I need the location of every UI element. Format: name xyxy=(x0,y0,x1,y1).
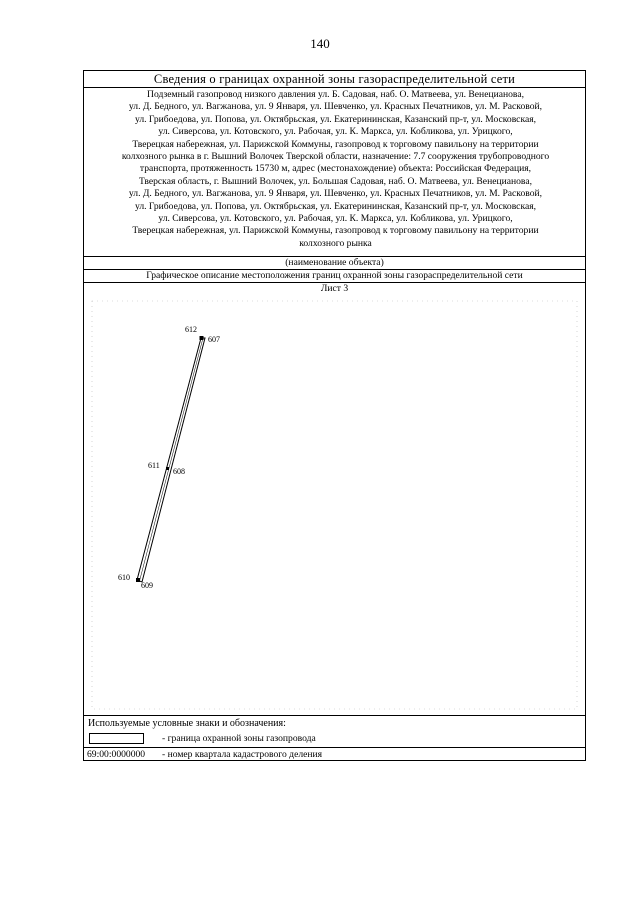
graphic-description-title: Графическое описание местоположения границ охранной зоны газораспределительной сети xyxy=(84,270,585,283)
boundary-point-marker xyxy=(136,578,140,582)
boundary-map xyxy=(84,295,585,716)
description-line: Тверская область, г. Вышний Волочек, ул. Большая Садовая, наб. О. Матвеева, ул. Венецианова, xyxy=(139,175,532,187)
description-line: Подземный газопровод низкого давления ул. Б. Садовая, наб. О. Матвеева, ул. Венецианова, xyxy=(147,89,524,100)
legend-boundary-row xyxy=(84,731,585,747)
cadastral-code: 69:00:0000000 xyxy=(87,749,146,760)
object-name-caption: (наименование объекта) xyxy=(84,256,585,270)
description-line: колхозного рынка xyxy=(299,237,372,249)
legend-cadastral-text: - номер квартала кадастрового деления xyxy=(162,749,323,760)
point-label-609: 609 xyxy=(141,581,153,590)
description-line: ул. Грибоедова, ул. Попова, ул. Октябрьская, ул. Екатерининская, Казанский пр-т, ул. Московская, xyxy=(134,113,537,125)
document-frame xyxy=(83,70,586,761)
page-number: 140 xyxy=(310,36,330,51)
description-line: ул. Грибоедова, ул. Попова, ул. Октябрьская, ул. Екатерининская, Казанский пр-т, ул. Московская, xyxy=(134,200,537,212)
description-line: ул. Д. Бедного, ул. Вагжанова, ул. 9 Января, ул. Шевченко, ул. Красных Печатников, ул. М. Расковой, xyxy=(128,101,543,113)
boundary-point-marker xyxy=(200,336,204,340)
point-label-611: 611 xyxy=(148,461,160,470)
legend-cadastral-row xyxy=(84,747,585,762)
boundary-map-drawing xyxy=(84,295,585,715)
legend-heading: Используемые условные знаки и обозначения: xyxy=(88,718,286,729)
point-label-607: 607 xyxy=(208,335,220,344)
boundary-point-marker xyxy=(166,467,169,470)
sheet-label: Лист 3 xyxy=(320,283,349,294)
description-line: колхозного рынка в г. Вышний Волочек Тверской области, назначение: 7.7 сооружения трубопроводного xyxy=(121,151,550,163)
point-label-610: 610 xyxy=(118,573,130,582)
point-label-608: 608 xyxy=(173,467,185,476)
document-title: Сведения о границах охранной зоны газораспределительной сети xyxy=(84,71,585,88)
description-line: ул. Сиверсова, ул. Котовского, ул. Рабочая, ул. К. Маркса, ул. Кобликова, ул. Урицкого, xyxy=(158,213,513,225)
description-line: ул. Сиверсова, ул. Котовского, ул. Рабочая, ул. К. Маркса, ул. Кобликова, ул. Урицкого, xyxy=(158,126,513,138)
description-line: Тверецкая набережная, ул. Парижской Коммуны, газопровод к торговому павильону на территории xyxy=(132,138,539,150)
map-inner-frame xyxy=(92,301,577,709)
pipeline-axis xyxy=(140,338,204,581)
description-line: ул. Д. Бедного, ул. Вагжанова, ул. 9 Января, ул. Шевченко, ул. Красных Печатников, ул. М. Расковой, xyxy=(128,188,543,200)
description-line: транспорта, протяженность 15730 м, адрес (местонахождение) объекта: Российская Федерация, xyxy=(139,163,532,175)
description-line: Тверецкая набережная, ул. Парижской Коммуны, газопровод к торговому павильону на территории xyxy=(132,225,539,237)
point-label-612: 612 xyxy=(185,325,197,334)
boundary-symbol xyxy=(89,733,144,744)
legend-boundary-text: - граница охранной зоны газопровода xyxy=(162,733,316,744)
